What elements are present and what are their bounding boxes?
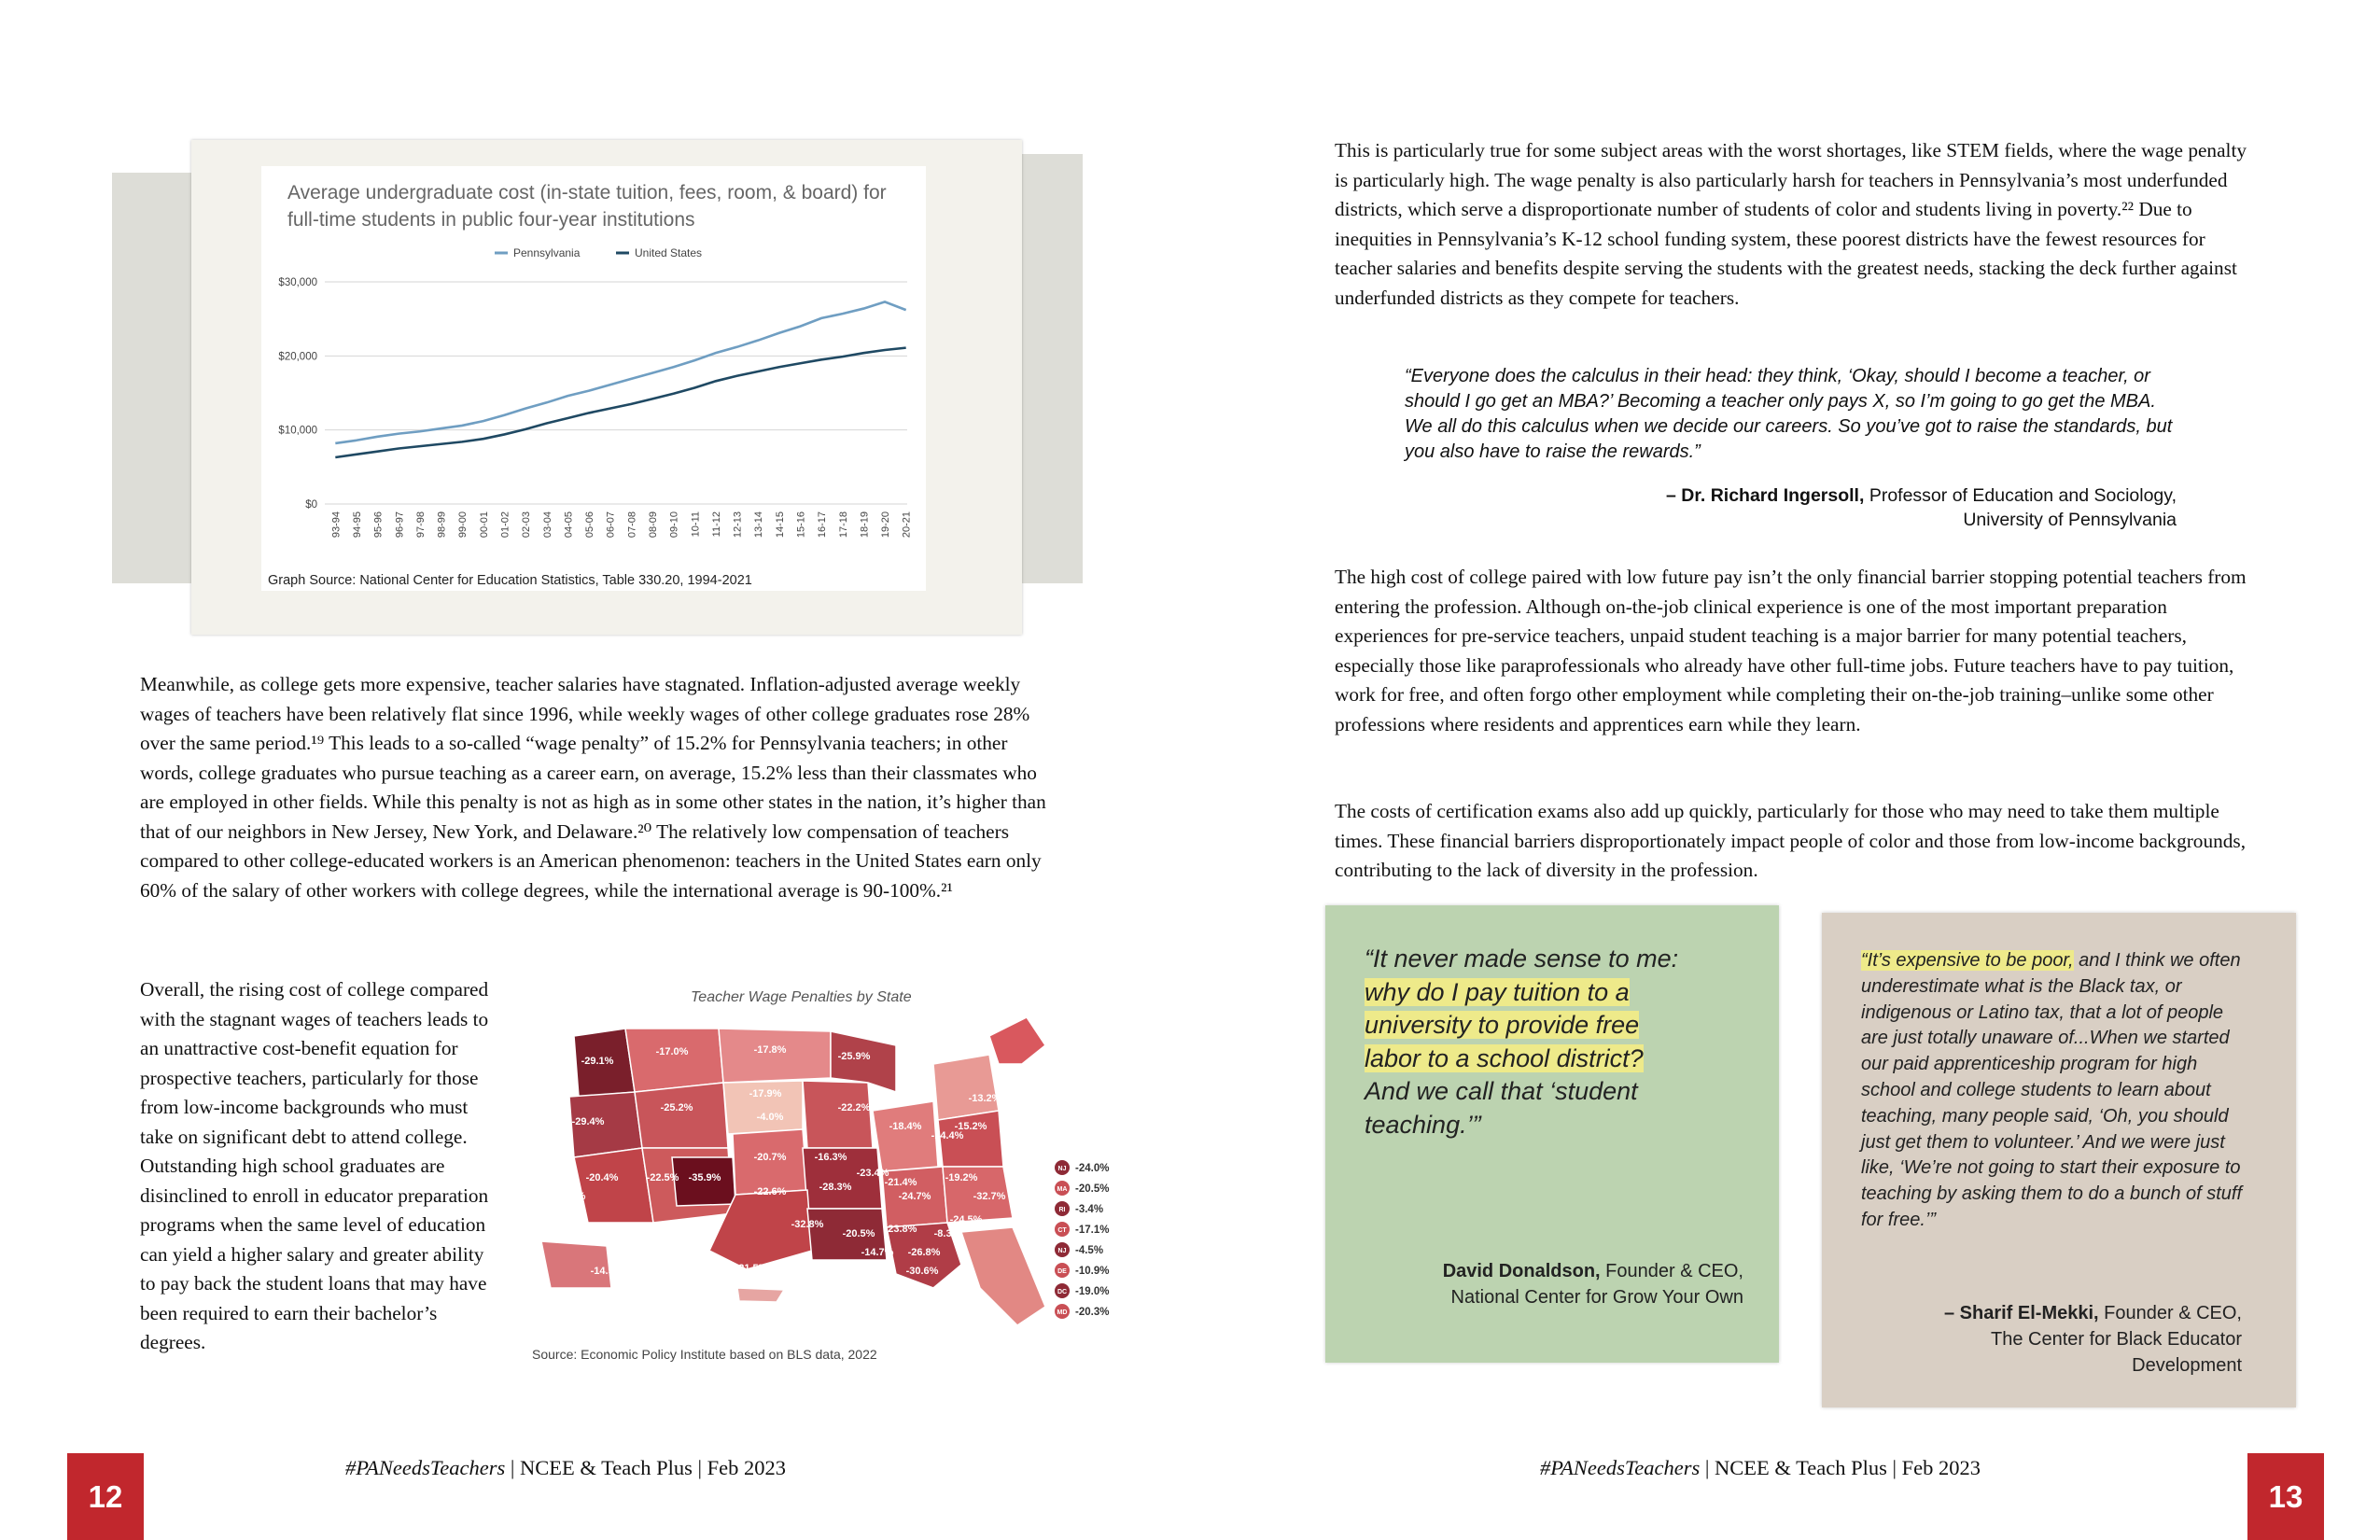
map-legend-value-7: -20.3% bbox=[1075, 1307, 1110, 1318]
ingersoll-quote bbox=[1405, 364, 2179, 465]
map-state-label-21: -23.4% bbox=[856, 1168, 889, 1179]
map-legend-code-0: NJ bbox=[1057, 1166, 1067, 1172]
map-state-label-35: -30.6% bbox=[905, 1266, 939, 1277]
x-tick-label-8: 01-02 bbox=[499, 511, 511, 539]
right-paragraph-2 bbox=[1335, 563, 2254, 739]
legend-label-0: Pennsylvania bbox=[513, 246, 581, 259]
map-state-label-20: -28.3% bbox=[819, 1182, 852, 1193]
x-tick-label-15: 08-09 bbox=[647, 511, 659, 539]
map-legend-value-5: -10.9% bbox=[1075, 1266, 1110, 1277]
donaldson-quote-line-6: teaching.’” bbox=[1365, 1110, 1481, 1139]
map-state-label-39: -14.9% bbox=[590, 1266, 623, 1277]
map-state-label-31: -23.8% bbox=[884, 1224, 917, 1235]
map-state-label-33: -14.7% bbox=[861, 1247, 894, 1258]
map-legend-value-2: -3.4% bbox=[1075, 1204, 1104, 1215]
map-state-label-14: -18.4% bbox=[889, 1121, 922, 1132]
footer-right-text: | NCEE & Teach Plus | Feb 2023 bbox=[1700, 1456, 1981, 1479]
map-legend-value-6: -19.0% bbox=[1075, 1286, 1110, 1297]
map-legend-value-1: -20.5% bbox=[1075, 1183, 1110, 1195]
x-tick-label-1: 94-95 bbox=[351, 511, 363, 539]
map-state-label-28: -27.4% bbox=[669, 1233, 703, 1244]
y-tick-label-0: $0 bbox=[305, 499, 317, 511]
wage-penalty-map bbox=[523, 1008, 1110, 1363]
donaldson-quote-card bbox=[1325, 905, 1779, 1363]
x-tick-label-6: 99-00 bbox=[457, 511, 469, 539]
series-line-1 bbox=[335, 348, 905, 457]
right-paragraph-3-text: The costs of certification exams also add up quickly, particularly for those who may need to take them multiple times. These financial barriers disproportionately impact people of color and those from low-income backgrounds, contributing to the lack of diversity in the profession. bbox=[1335, 800, 2247, 881]
footer-left bbox=[345, 1456, 786, 1480]
x-tick-label-9: 02-03 bbox=[521, 511, 533, 539]
map-state-label-23: -24.7% bbox=[898, 1191, 931, 1202]
page-number-left: 12 bbox=[67, 1453, 144, 1540]
map-state-label-7: -25.2% bbox=[660, 1102, 693, 1113]
x-tick-label-17: 10-11 bbox=[690, 511, 702, 538]
el-mekki-quote-text: and I think we often underestimate what is the Black tax, or indigenous or Latino tax, that a lot of people are just totally unaware of...When we started our paid apprenticeship program for high school and college students to learn about teaching, many people said, ‘Oh, you should just get them to volunteer.’ And we were just like, ‘We’re not going to start their exposure to teaching by asking them to do a bunch of stuff for free.’” bbox=[1861, 950, 2243, 1230]
map-legend-code-2: RI bbox=[1058, 1207, 1066, 1213]
el-mekki-role: Founder & CEO, bbox=[2098, 1303, 2242, 1323]
map-state-region-24 bbox=[737, 1288, 784, 1302]
map-title: Teacher Wage Penalties by State bbox=[691, 989, 912, 1005]
y-tick-label-1: $10,000 bbox=[278, 425, 317, 437]
map-state-label-6: -4.0% bbox=[756, 1112, 784, 1123]
x-tick-label-4: 97-98 bbox=[414, 511, 427, 539]
x-tick-label-11: 04-05 bbox=[563, 511, 575, 539]
chart-source: Graph Source: National Center for Education Statistics, Table 330.20, 1994-2021 bbox=[268, 573, 752, 588]
map-state-label-36: -21.5% bbox=[735, 1263, 768, 1274]
y-tick-label-3: $30,000 bbox=[278, 277, 317, 288]
map-legend-code-3: CT bbox=[1057, 1227, 1067, 1234]
x-tick-label-7: 00-01 bbox=[478, 511, 490, 539]
map-state-label-15: -14.4% bbox=[931, 1130, 964, 1141]
x-tick-label-5: 98-99 bbox=[436, 511, 448, 539]
left-paragraph-1 bbox=[140, 670, 1064, 905]
x-tick-label-16: 09-10 bbox=[668, 511, 680, 539]
map-legend-code-5: DE bbox=[1057, 1268, 1067, 1275]
el-mekki-name: – Sharif El-Mekki, bbox=[1943, 1303, 2099, 1323]
map-state-region-10 bbox=[803, 1081, 873, 1148]
x-tick-label-10: 03-04 bbox=[541, 511, 553, 539]
legend-label-1: United States bbox=[635, 246, 703, 259]
donaldson-highlight-1: why do I pay tuition to a bbox=[1365, 977, 1630, 1006]
map-source: Source: Economic Policy Institute based on BLS data, 2022 bbox=[532, 1347, 877, 1362]
donaldson-org: National Center for Grow Your Own bbox=[1450, 1287, 1743, 1308]
chart-title: Average undergraduate cost (in-state tuition, fees, room, & board) for full-time students in public four-year institutions bbox=[287, 182, 887, 231]
y-tick-label-2: $20,000 bbox=[278, 351, 317, 363]
ingersoll-org: University of Pennsylvania bbox=[1963, 510, 2177, 530]
ingersoll-role: Professor of Education and Sociology, bbox=[1864, 485, 2177, 506]
map-state-label-25: -32.7% bbox=[973, 1191, 1006, 1202]
donaldson-role: Founder & CEO, bbox=[1600, 1261, 1743, 1281]
map-state-region-21 bbox=[961, 1227, 1045, 1325]
x-tick-label-14: 07-08 bbox=[626, 511, 638, 539]
right-paragraph-3 bbox=[1335, 797, 2254, 886]
map-state-label-41: -19.9% bbox=[973, 1018, 1006, 1029]
map-state-label-0: -29.1% bbox=[581, 1056, 614, 1067]
ingersoll-attribution bbox=[1400, 483, 2177, 532]
map-state-label-42: -13.6% bbox=[945, 1042, 978, 1053]
x-tick-label-21: 14-15 bbox=[774, 511, 786, 539]
el-mekki-org-2: Development bbox=[2132, 1355, 2242, 1376]
map-state-label-9: -20.4% bbox=[585, 1172, 619, 1183]
map-state-region-4 bbox=[635, 1083, 728, 1148]
footer-right bbox=[1540, 1456, 1981, 1480]
series-line-0 bbox=[335, 301, 905, 443]
footer-right-hashtag: #PANeedsTeachers bbox=[1540, 1456, 1701, 1479]
map-state-region-23 bbox=[541, 1241, 611, 1288]
left-paragraph-1-text: Meanwhile, as college gets more expensive, teacher salaries have stagnated. Inflation-adjusted average weekly wages of teachers have been relatively flat since 1996, while weekly wages of other college graduates rose 28% over the same period.¹⁹ This leads to a so-called “wage penalty” of 15.2% for Pennsylvania teachers; in other words, college graduates who pursue teaching as a career earn, on average, 15.2% less than their classmates who are employed in other fields. While this penalty is not as high as in some other states in the nation, it’s higher than that of our neighbors in New Jersey, New York, and Delaware.²⁰ The relatively low compensation of teachers compared to other college-educated workers is an American phenomenon: teachers in the United States earn only 60% of the salary of other workers with college degrees, while the international average is 90-100%.²¹ bbox=[140, 673, 1046, 902]
x-tick-label-3: 96-97 bbox=[394, 511, 406, 539]
map-state-label-10: -22.5% bbox=[646, 1172, 679, 1183]
map-state-region-3 bbox=[719, 1029, 831, 1083]
map-legend-code-7: MD bbox=[1057, 1309, 1068, 1316]
x-tick-label-12: 05-06 bbox=[584, 511, 596, 539]
x-tick-label-18: 11-12 bbox=[710, 511, 722, 538]
el-mekki-org-1: The Center for Black Educator bbox=[1990, 1329, 2242, 1350]
x-tick-label-2: 95-96 bbox=[372, 511, 385, 539]
map-state-region-18 bbox=[933, 1055, 999, 1120]
ingersoll-name: – Dr. Richard Ingersoll, bbox=[1666, 485, 1865, 506]
right-paragraph-1 bbox=[1335, 136, 2249, 313]
donaldson-name: David Donaldson, bbox=[1442, 1261, 1601, 1281]
footer-left-text: | NCEE & Teach Plus | Feb 2023 bbox=[505, 1456, 787, 1479]
donaldson-quote-line-5: And we call that ‘student bbox=[1365, 1077, 1638, 1105]
map-state-label-22: -21.4% bbox=[884, 1177, 917, 1188]
ingersoll-quote-text: “Everyone does the calculus in their head: they think, ‘Okay, should I become a teacher, or should I go get an MBA?’ Becoming a teacher only pays X, so I’m going to go get the MBA. We all do this calculus when we decide our careers. So you’ve got to raise the standards, but you also have to raise the rewards.” bbox=[1405, 366, 2173, 462]
right-paragraph-2-text: The high cost of college paired with low future pay isn’t the only financial barrier stopping potential teachers from entering the profession. Although on-the-job clinical experience is one of the most important preparation experiences for pre-service teachers, unpaid student teaching is a major barrier for many potential teachers, especially those like paraprofessionals who already have other full-time jobs. Future teachers have to pay tuition, work for free, and often forgo other employment while completing their on-the-job training–unlike some other professions where residents and apprentices earn while they learn. bbox=[1335, 566, 2247, 735]
map-state-label-1: -29.4% bbox=[571, 1116, 605, 1127]
map-legend-code-4: NJ bbox=[1057, 1248, 1067, 1254]
x-tick-label-0: 93-94 bbox=[330, 511, 343, 539]
map-state-label-32: -8.3% bbox=[933, 1228, 961, 1239]
map-state-label-38: -19.6% bbox=[945, 1284, 978, 1295]
x-tick-label-23: 16-17 bbox=[817, 511, 829, 539]
map-state-label-12: -20.7% bbox=[753, 1152, 787, 1163]
map-legend-code-1: MA bbox=[1057, 1186, 1068, 1193]
map-state-label-13: -16.3% bbox=[814, 1152, 847, 1163]
map-legend-value-3: -17.1% bbox=[1075, 1225, 1110, 1236]
map-state-label-5: -17.9% bbox=[749, 1088, 782, 1099]
map-state-label-19: -22.6% bbox=[753, 1186, 787, 1197]
map-state-label-27: -32.0% bbox=[609, 1228, 642, 1239]
map-state-label-17: -13.2% bbox=[968, 1093, 1001, 1104]
x-tick-label-19: 12-13 bbox=[732, 511, 744, 539]
map-legend-value-0: -24.0% bbox=[1075, 1163, 1110, 1174]
x-tick-label-26: 19-20 bbox=[880, 511, 892, 539]
x-tick-label-20: 13-14 bbox=[753, 511, 765, 539]
el-mekki-highlight: “It’s expensive to be poor, bbox=[1861, 950, 2074, 971]
map-state-label-2: -17.0% bbox=[655, 1046, 689, 1057]
map-state-label-29: -32.8% bbox=[791, 1219, 824, 1230]
x-tick-label-13: 06-07 bbox=[605, 511, 617, 539]
x-tick-label-24: 17-18 bbox=[837, 511, 849, 539]
left-paragraph-2 bbox=[140, 975, 490, 1358]
map-legend-code-6: DC bbox=[1057, 1289, 1068, 1295]
map-state-label-30: -20.5% bbox=[842, 1228, 875, 1239]
left-paragraph-2-text: Overall, the rising cost of college compared with the stagnant wages of teachers leads to an unattractive cost-benefit equation for prospective teachers, particularly for those from low-income backgrounds who must take on significant debt to attend college. Outstanding high school graduates are disinclined to enroll in educator preparation programs when the same level of education can yield a higher salary and greater ability to pay back the student loans that may have been required to earn their bachelor’s degrees. bbox=[140, 978, 489, 1353]
map-state-label-8: -22.2% bbox=[837, 1102, 871, 1113]
map-state-label-34: -26.8% bbox=[907, 1247, 941, 1258]
x-tick-label-25: 18-19 bbox=[859, 511, 871, 539]
donaldson-highlight-2: university to provide free bbox=[1365, 1011, 1640, 1039]
map-state-label-18: -17.6% bbox=[553, 1191, 586, 1202]
el-mekki-quote-card bbox=[1822, 913, 2296, 1407]
map-state-label-40: -15.5% bbox=[739, 1306, 773, 1317]
map-state-region-2 bbox=[625, 1029, 723, 1092]
map-state-label-37: -27.8% bbox=[833, 1284, 866, 1295]
map-state-label-24: -19.2% bbox=[945, 1172, 978, 1183]
map-legend-value-4: -4.5% bbox=[1075, 1245, 1104, 1256]
map-state-region-15 bbox=[873, 1101, 938, 1171]
donaldson-highlight-3: labor to a school district? bbox=[1365, 1043, 1644, 1072]
map-state-label-16: -15.2% bbox=[954, 1121, 987, 1132]
right-paragraph-1-text: This is particularly true for some subject areas with the worst shortages, like STEM fields, where the wage penalty is particularly high. The wage penalty is also particularly harsh for teachers in Pennsylvania’s most underfunded districts, which serve a disproportionate number of students of color and students living in poverty.²² Due to inequities in Pennsylvania’s K-12 school funding system, these poorest districts have the fewest resources for teacher salaries and benefits despite serving the students with the greatest needs, stacking the deck further against underfunded districts as they compete for teachers. bbox=[1335, 139, 2247, 309]
map-state-label-4: -25.9% bbox=[837, 1051, 871, 1062]
donaldson-quote-line-1: “It never made sense to me: bbox=[1365, 945, 1679, 973]
x-tick-label-27: 20-21 bbox=[901, 511, 913, 539]
cost-chart-panel bbox=[261, 166, 926, 591]
footer-left-hashtag: #PANeedsTeachers bbox=[345, 1456, 506, 1479]
map-state-label-11: -35.9% bbox=[688, 1172, 721, 1183]
map-state-region-6 bbox=[574, 1148, 653, 1223]
cost-line-chart bbox=[261, 166, 926, 591]
page-number-right: 13 bbox=[2247, 1453, 2324, 1540]
map-state-label-3: -17.8% bbox=[753, 1044, 787, 1056]
x-tick-label-22: 15-16 bbox=[795, 511, 807, 539]
map-state-label-26: -24.5% bbox=[949, 1214, 983, 1225]
